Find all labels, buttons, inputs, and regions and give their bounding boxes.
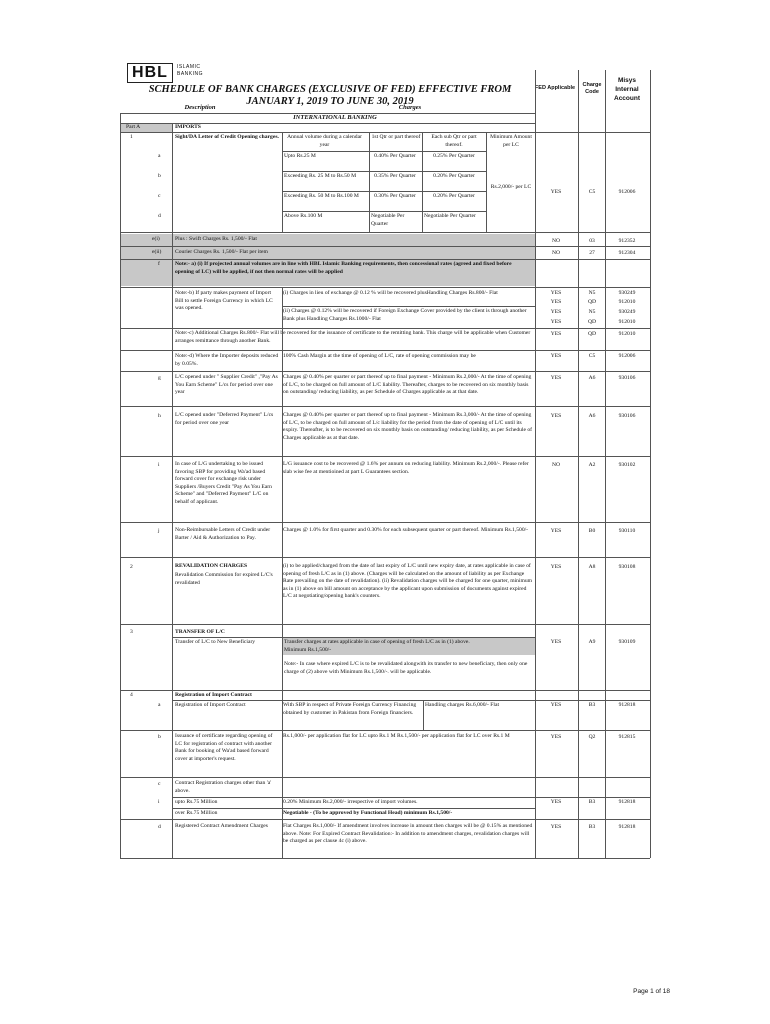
code-nb4: QD xyxy=(587,319,597,325)
fed-i: NO xyxy=(551,462,561,468)
revalidation-desc: Revalidation Commission for expired L/C's revalidated xyxy=(175,572,273,586)
deferred-payment-charge: Charges @ 0.40% per quarter or part thereof up to final payment - Minimum Rs.3,000/- At the time of opening of L/C, to be charged on full amount of L/c liability for the period from the date of opening of L/C until its expiry. Thereafter, is to be recovered on six monthly basis on outstanding/ reducing liability, as per Schedule of Charges applicable as at that date. xyxy=(283,412,533,441)
grid-line xyxy=(120,232,650,233)
acct-j: 930110 xyxy=(618,528,636,534)
slab-c: Exceeding Rs. 50 M to Rs.100 M xyxy=(284,193,359,199)
courier-charges: Courier Charges Rs. 1,500/- Flat per item xyxy=(175,249,268,255)
code-nc: QD xyxy=(587,331,597,337)
sub-label-4a: a xyxy=(158,702,161,708)
grid-line xyxy=(282,191,487,192)
grid-line xyxy=(120,113,535,114)
code-abcd: C5 xyxy=(588,189,596,195)
description-header: Description xyxy=(184,104,216,111)
sub-label-4ci: i xyxy=(158,799,160,805)
misys-line2: Internal xyxy=(615,86,639,93)
fed-s3: YES xyxy=(550,639,562,645)
fed-4d: YES xyxy=(550,824,562,830)
first-qtr-header: 1st Qtr or part thereof xyxy=(371,134,421,140)
logo-subtitle xyxy=(177,64,203,78)
minimum-header: Minimum Amount per LC xyxy=(490,134,532,148)
code-nb1: N5 xyxy=(588,290,596,296)
fed-4b: YES xyxy=(550,734,562,740)
page-number: Page 1 of 18 xyxy=(633,988,670,995)
rate-c2: 0.20% Per Quarter xyxy=(433,193,475,199)
code-4ci: B3 xyxy=(588,799,596,805)
min-amount: Rs.2,000/- per LC xyxy=(490,184,532,190)
title-line1: SCHEDULE OF BANK CHARGES (EXCLUSIVE OF FED) EFFECTIVE FROM xyxy=(148,84,512,95)
sub-label-j: j xyxy=(158,528,160,534)
grid-line xyxy=(120,858,650,859)
fed-g: YES xyxy=(550,375,562,381)
rate-c1: 0.30% Per Quarter xyxy=(374,193,416,199)
sub-label-ei: e(i) xyxy=(152,236,160,242)
fed-abcd: YES xyxy=(550,189,562,195)
sub-label-i: i xyxy=(158,462,160,468)
registration-sbp: With SBP in respect of Private Foreign Currency Financing obtained by customer in Pakistan from Foreign financiers. xyxy=(283,702,417,716)
barter-lc-desc: Non-Reimbursable Letters of Credit under Barter / Aid & Authorization to Pay. xyxy=(175,527,271,541)
grid-line xyxy=(120,557,650,558)
fed-nb2: YES xyxy=(550,299,562,305)
sub-label-f: f xyxy=(158,261,160,267)
amendment-charge: Flat Charges Rs.1,000/- If amendment involves increase in amount then charges will be @ 0.15% as mentioned above. Note: For Expired Contract Revalidation:- In addition to amendment charges, revalidation charges will be charged as per clause 4c (i) above. xyxy=(283,823,533,845)
code-j: B0 xyxy=(588,528,596,534)
revalidation-title: REVALIDATION CHARGES xyxy=(175,563,248,569)
note-c: Note:-c) Additional Charges Rs.800/- Flat will be recovered for the issuance of certificate to the remitting bank. This charge will be applicable when Customer arranges remittance through another Bank. xyxy=(175,330,531,344)
code-nb2: QD xyxy=(587,299,597,305)
grid-line xyxy=(120,246,650,247)
revalidation-charge: (i) to be applied/charged from the date of last expiry of L/C until new expiry date, at rates applicable in case of opening of fresh L/C as in (1) above. (Charges will be calculated on the amount of liability as per Exchange Rate prevailing on the date of revalidation). (ii) Revalidation charges will be charged for one quarter, minimum as in (1) above on bill amount on acceptance by the applicant upon submission of documents against expired L/C at negotiating/opening bank's counters. xyxy=(283,563,533,600)
grid-line xyxy=(486,132,487,232)
misys-line1: Misys xyxy=(617,77,637,84)
slab-a: Upto Rs.25 M xyxy=(284,153,316,159)
registration-desc: Registration of Import Contract xyxy=(175,702,246,708)
rate-d1: Negotiable Per Quarter xyxy=(371,213,405,227)
grid-line xyxy=(605,70,606,858)
rate-a2: 0.25% Per Quarter xyxy=(433,153,475,159)
transfer-title: TRANSFER OF L/C xyxy=(175,629,225,635)
volume-header: Annual volume during a calendar year xyxy=(287,134,362,148)
fed-header: FED Applicable xyxy=(534,85,576,91)
grid-line xyxy=(120,350,650,351)
certificate-charge: Rs.1,000/- per application flat for LC upto Rs.1 M Rs.1,500/- per application flat for LC over Rs.1 M xyxy=(283,733,510,739)
grid-line xyxy=(172,808,535,809)
sub-label-h: h xyxy=(158,413,161,419)
sub-label-c: c xyxy=(158,193,161,199)
fed-nc: YES xyxy=(550,331,562,337)
code-h: A6 xyxy=(588,413,596,419)
grid-line xyxy=(120,624,650,625)
grid-line xyxy=(120,113,121,858)
section2-number: 2 xyxy=(130,564,133,570)
note-b-desc: Note:-b) If party makes payment of Import Bill to settle Foreign Currency in which LC was opened. xyxy=(175,290,273,312)
fed-4a: YES xyxy=(550,702,562,708)
fed-4ci: YES xyxy=(550,799,562,805)
grid-line xyxy=(120,819,650,820)
note-b-charge1: (i) Charges in lieu of exchange @ 0.12 % will be recovered plusHandling Charges Rs.800/- Flat xyxy=(283,290,498,296)
grid-line xyxy=(120,259,650,260)
fed-j: YES xyxy=(550,528,562,534)
fed-nb3: YES xyxy=(550,309,562,315)
part-label: Part A xyxy=(126,124,141,130)
upto-75m-charge: 0.20% Minimum Rs.2,000/- irrespective of import volumes. xyxy=(283,799,418,805)
section-title: INTERNATIONAL BANKING xyxy=(293,114,377,121)
code-4b: Q2 xyxy=(588,734,596,740)
barter-lc-charge: Charges @ 1.0% for first quarter and 0.30% for each subsequent quarter or part thereof. Minimum Rs.1,500/- xyxy=(283,527,529,533)
grid-line xyxy=(172,123,173,858)
grid-line xyxy=(120,406,650,407)
acct-4ci: 912818 xyxy=(618,799,636,805)
slab-d: Above Rs.100 M xyxy=(284,213,323,219)
acct-nb1: 930249 xyxy=(618,290,636,296)
note-d-right: 100% Cash Margin at the time of opening of L/C, rate of opening commission may be xyxy=(283,353,476,359)
certificate-desc: Issuance of certificate regarding opening of LC for registration of contract with another Bank for booking of Wa'ad based forward cover at importer's request. xyxy=(175,733,273,762)
charge-code-header: Charge Code xyxy=(582,82,602,95)
fed-h: YES xyxy=(550,413,562,419)
code-4a: B3 xyxy=(588,702,596,708)
note-b-charge2: (ii) Charges @ 0.12% will be recovered if Foreign Exchange Cover provided by the client is through another Bank plus Handling Charges Rs.1000/- Flat xyxy=(283,308,527,322)
fed-ei: NO xyxy=(551,238,561,244)
deferred-payment-desc: L/C opened under "Deferred Payment" L/cs for period over one year xyxy=(175,412,274,426)
rate-b2: 0.20% Per Quarter xyxy=(433,173,475,179)
sub-label-g: g xyxy=(158,375,161,381)
acct-4b: 912815 xyxy=(618,734,636,740)
sub-label-4b: b xyxy=(158,734,161,740)
grid-line xyxy=(282,211,487,212)
code-s3: A9 xyxy=(588,639,596,645)
code-s2: A8 xyxy=(588,564,596,570)
grid-line xyxy=(120,522,650,523)
acct-4a: 912818 xyxy=(618,702,636,708)
amendment-desc: Registered Contract Amendment Charges xyxy=(175,823,268,829)
rate-a1: 0.40% Per Quarter xyxy=(374,153,416,159)
lg-undertaking-charge: L/G issuance cost to be recovered @ 1.6% per annum on reducing liability. Minimum Rs.2,000/-. Please refer slab wise fee at mentioined at part L Guarantees section. xyxy=(283,461,529,475)
acct-nd: 912006 xyxy=(618,353,636,359)
logo-sub2: BANKING xyxy=(177,71,204,77)
acct-i: 930102 xyxy=(618,462,636,468)
upto-75m: upto Rs.75 Million xyxy=(175,799,218,805)
acct-4d: 912818 xyxy=(618,824,636,830)
acct-nc: 912010 xyxy=(618,331,636,337)
code-eii: 27 xyxy=(589,250,595,256)
supplier-credit-desc: L/C opened under " Supplier Credit" ,"Pay As You Earn Scheme" L/cs for period over one year xyxy=(175,374,278,396)
acct-nb2: 912010 xyxy=(618,299,636,305)
sub-label-4c: c xyxy=(158,781,161,787)
sub-qtr-header: Each sub Qtr or part thereof. xyxy=(431,134,477,148)
over-75m-charge: Negotiable - (To be approved by Functional Head) minimum Rs.1,500/- xyxy=(283,810,453,816)
rate-d2: Negotiable Per Quarter xyxy=(424,213,476,219)
fed-nb4: YES xyxy=(550,319,562,325)
grid-line xyxy=(120,456,650,457)
slab-b: Exceeding Rs. 25 M to Rs.50 M xyxy=(284,173,357,179)
grid-line xyxy=(120,132,650,133)
sub-label-b: b xyxy=(158,173,161,179)
row-number: 1 xyxy=(130,134,133,140)
sub-label-eii: e(ii) xyxy=(152,249,162,255)
acct-g: 930106 xyxy=(618,375,636,381)
note-a: Note:- a) (i) If projected annual volumes are in line with HBL Islamic Banking requirements, then concessional rates (agreed and fixed before opening of LC) will be applied, if not then normal rates will be applied xyxy=(175,261,512,275)
grid-line xyxy=(120,730,650,731)
grid-line xyxy=(578,70,579,858)
grid-line xyxy=(535,70,536,858)
fed-s2: YES xyxy=(550,564,562,570)
grid-line xyxy=(282,306,535,307)
transfer-charge: Transfer charges at rates applicable in case of opening of fresh L/C as in (1) above. Minimum Rs.1,500/- xyxy=(284,639,470,653)
grid-line xyxy=(120,690,650,691)
supplier-credit-charge: Charges @ 0.40% per quarter or part thereof up to final payment - Minimum Rs.2,000/- At the time of opening of L/C, to be charged on full amount of L/C liability. Thereafter, charges to be recovered on six monthly basis on outstanding/ reducing liability, as per Schedule of Charges applicable as at that date. xyxy=(283,374,532,396)
transfer-note: Note:- In case where expired L/C is to be revalidated alongwith its transfer to new beneficiary, then only one charge of (2) above with Minimum Rs.1,500/-. will be applicable. xyxy=(284,661,528,675)
title-line2: JANUARY 1, 2019 TO JUNE 30, 2019 xyxy=(246,96,414,107)
sub-label-a: a xyxy=(158,153,161,159)
logo-sub1: ISLAMIC xyxy=(177,64,201,70)
imports-heading: IMPORTS xyxy=(175,124,201,130)
grid-line xyxy=(422,132,423,232)
hbl-logo xyxy=(127,63,215,83)
swift-charges: Plus : Swift Charges Rs. 1,500/- Flat xyxy=(175,236,257,242)
registration-handling: Handling charges Rs.6,000/- Flat xyxy=(425,702,500,708)
logo-mark: HBL xyxy=(127,63,173,83)
contract-other-desc: Contract Registration charges other than 'a' above. xyxy=(175,780,272,794)
code-ei: 03 xyxy=(589,238,595,244)
code-nb3: N5 xyxy=(588,309,596,315)
fed-nb1: YES xyxy=(550,290,562,296)
grid-line xyxy=(120,287,650,288)
code-4d: B3 xyxy=(588,824,596,830)
grid-line xyxy=(282,132,283,232)
acct-h: 930106 xyxy=(618,413,636,419)
misys-header xyxy=(607,76,647,103)
registration-title: Registration of Import Contract xyxy=(175,692,252,698)
lc-opening-desc: Sight/DA Letter of Credit Opening charges. xyxy=(175,134,279,140)
code-nd: C5 xyxy=(588,353,596,359)
grid-line xyxy=(120,328,650,329)
transfer-desc: Transfer of L/C to New Beneficiary xyxy=(175,639,256,645)
grid-line xyxy=(120,777,650,778)
code-i: A2 xyxy=(588,462,596,468)
acct-eii: 912304 xyxy=(618,250,636,256)
sub-label-4d: d xyxy=(158,824,161,830)
grid-line xyxy=(282,287,283,858)
fed-eii: NO xyxy=(551,250,561,256)
grid-line xyxy=(650,70,651,858)
acct-nb3: 930249 xyxy=(618,309,636,315)
acct-nb4: 912010 xyxy=(618,319,636,325)
misys-line3: Account xyxy=(614,95,640,102)
rate-b1: 0.35% Per Quarter xyxy=(374,173,416,179)
acct-s3: 930109 xyxy=(618,639,636,645)
acct-ei: 912352 xyxy=(618,238,636,244)
lg-undertaking-desc: In case of L/G undertaking to be issued favoring SBP for providing Wa'ad based forward cover for exchange risk under Suppliers /Buyers Credit "Pay As You Earn Scheme" and "Deferred Payment" L/C on behalf of applicant. xyxy=(175,461,272,505)
acct-s2: 930108 xyxy=(618,564,636,570)
grid-line xyxy=(423,700,424,730)
acct-abcd: 912006 xyxy=(618,189,636,195)
grid-line xyxy=(369,132,370,232)
grid-line xyxy=(282,151,487,152)
sub-label-d: d xyxy=(158,213,161,219)
section4-number: 4 xyxy=(130,692,133,698)
over-75m: over Rs.75 Million xyxy=(175,810,218,816)
grid-line xyxy=(282,171,487,172)
note-d-left: Note:-d) Where the Importer deposits reduced by 0.05%. xyxy=(175,353,279,367)
charges-header: Charges xyxy=(398,104,422,111)
fed-nd: YES xyxy=(550,353,562,359)
section3-number: 3 xyxy=(130,629,133,635)
grid-line xyxy=(120,371,650,372)
code-g: A6 xyxy=(588,375,596,381)
